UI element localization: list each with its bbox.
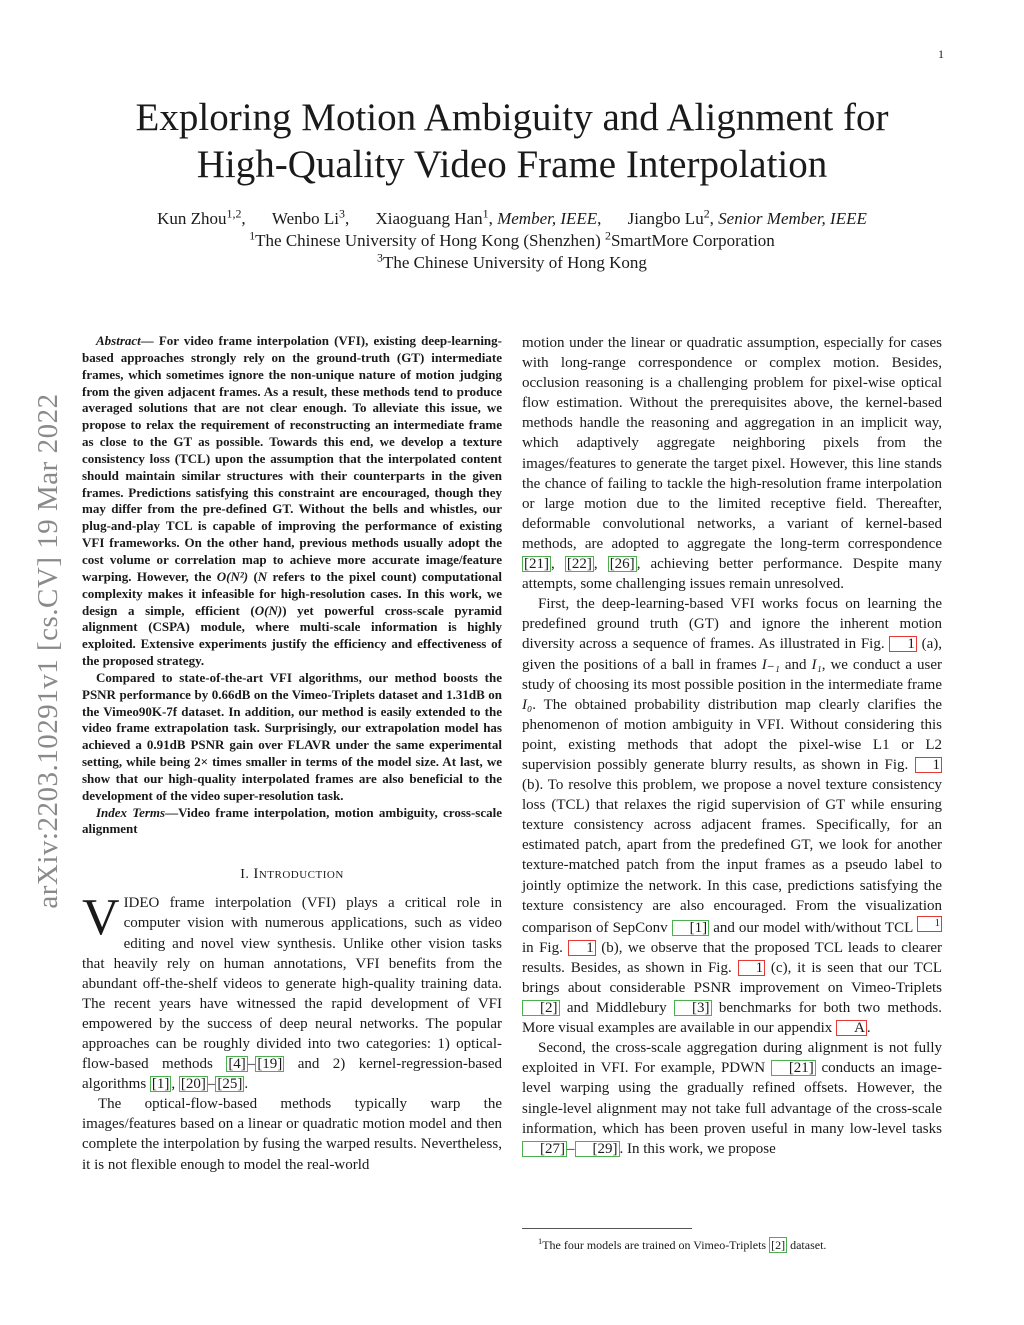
author-2: Wenbo Li$^3$, xyxy=(271,206,350,228)
title-line-1: Exploring Motion Ambiguity and Alignment for xyxy=(135,96,889,139)
drop-cap: V xyxy=(82,889,120,947)
left-column xyxy=(82,333,502,1175)
intro-paragraph-2: The optical-flow-based methods typically warp the images/features based on a linear or quadratic motion model and then complete the interpolation by fusing the warped results. Nevertheless, it is not flexible enough to model the real-world xyxy=(82,1096,502,1173)
section-heading-introduction: I. Introduction xyxy=(240,866,344,883)
figure-link[interactable]: 1 xyxy=(568,940,596,956)
introduction-body xyxy=(82,889,502,1174)
citation-link[interactable]: [29] xyxy=(575,1141,620,1157)
right-paragraph-first: First, the deep-learning-based VFI works focus on learning the predefined ground truth (GT) and ignore the inherent motion diversity across a sequence of frames. As illustrated in Fig. 1 (a), given the positions of a ball in frames I₋₁ and I₁, we conduct a user study of choosing its most possible position in the intermediate frame I₀. The obtained probability distribution map clearly clarifies the phenomenon of motion ambiguity in VFI. Without considering this point, existing methods that adopt the pixel-wise L1 or L2 supervision possibly generate blurry results, as shown in Fig. 1 (b). To resolve this problem, we propose a novel texture consistency loss (TCL) that relaxes the rigid supervision of GT while ensuring texture consistency across adjacent frames. Specifically, for an estimated patch, apart from the predefined GT, we look for another texture-matched patch from the input frames as a pseudo label to jointly optimize the network. In this case, predictions satisfying the texture consistency are also encouraged. From the visualization comparison of SepConv [1] and our model with/without TCL $^1$ in Fig. 1 (b), we observe that the proposed TCL leads to clearer results. Besides, as shown in Fig. 1 (c), it is seen that our TCL brings about considerable PSNR improvement on Vimeo-Triplets [2] and Middlebury [3] benchmarks for both two methods. More visual examples are available in our appendix A . xyxy=(522,596,943,1037)
author-block xyxy=(0,208,1024,274)
citation-link[interactable]: [2] xyxy=(522,1000,560,1016)
citation-link[interactable]: [25] xyxy=(217,1076,243,1093)
arxiv-identifier-stamp[interactable]: arXiv:2203.10291v1 [cs.CV] 19 Mar 2022 xyxy=(32,393,64,909)
right-column xyxy=(522,333,942,1159)
citation-link[interactable]: [22] xyxy=(566,556,592,573)
author-4: Jiangbo Lu$^2$, Senior Member, IEEE xyxy=(627,206,867,228)
citation-link[interactable]: [21] xyxy=(524,556,549,573)
citation-link[interactable]: [1] xyxy=(151,1076,170,1093)
citation-link[interactable]: [4] xyxy=(228,1056,246,1073)
citation-link[interactable]: [1] xyxy=(672,920,710,936)
citation-link[interactable]: [21] xyxy=(771,1060,816,1076)
affiliation-line-2: $^3$The Chinese University of Hong Kong xyxy=(377,250,647,272)
citation-link[interactable]: [27] xyxy=(522,1141,567,1157)
author-3: Xiaoguang Han$^1$, Member, IEEE, xyxy=(375,206,602,228)
citation-link[interactable]: [19] xyxy=(257,1056,283,1073)
abstract-paragraph-2: Compared to state-of-the-art VFI algorithms, our method boosts the PSNR performance by 0.66dB on the Vimeo-Triplets dataset and 1.31dB on the Vimeo90K-7f dataset. In addition, our method is easily extended to the video frame extrapolation task. Surprisingly, our extrapolation model has achieved a 0.91dB PSNR gain over FLAVR under the same experimental setting, while being 2× times smaller in terms of the model size. At last, we show that our high-quality interpolated frames are also beneficial to the development of the video super-resolution task. xyxy=(82,669,502,803)
footnote-divider xyxy=(522,1228,692,1229)
appendix-link[interactable]: A xyxy=(836,1020,867,1036)
index-terms: Index Terms—Video frame interpolation, motion ambiguity, cross-scale alignment xyxy=(82,804,503,837)
intro-paragraph-1: VIDEO frame interpolation (VFI) plays a critical role in computer vision with numerous applications, such as video editing and novel view synthesis. Unlike other vision tasks that heavily rely on human annotations, VFI benefits from the abundant off-the-shelf videos to generate high-quality training data. The recent years have witnessed the rapid development of VFI empowered by the success of deep neural networks. The popular approaches can be roughly divided into two categories: 1) optical-flow-based methods [4] – [19] and 2) kernel-regression-based algorithms [1] , [20] – [25] . xyxy=(82,889,502,1093)
page-number: 1 xyxy=(938,47,944,61)
author-list xyxy=(0,208,1024,230)
affiliation-line-1: $^1$The Chinese University of Hong Kong (Shenzhen) $^2$SmartMore Corporation xyxy=(249,228,775,250)
abstract xyxy=(82,333,502,838)
footnote-link[interactable]: 1 xyxy=(917,916,942,932)
citation-link[interactable]: [26] xyxy=(609,556,635,573)
author-1: Kun Zhou$^{1,2}$, xyxy=(157,206,246,228)
right-paragraph-continued: motion under the linear or quadratic assumption, especially for cases with long-range correspondence or complex motion. Besides, occlusion reasoning is a challenging problem for pixel-wise optical flow estimation. Without the prerequisites above, the kernel-based methods handle the reasoning and aggregation in an implicit way, which adaptively aggregate neighboring pixels from the images/features to generate the target pixel. However, this line stands the chance of failing to tackle the high-resolution frame interpolation or large motion due to the limited receptive field. Thereafter, deformable convolutional networks, a variant of kernel-based methods, are adopted to aggregate the long-term correspondence [21] , [22] , [26] , achieving better performance. Despite many attempts, some challenging issues remain unresolved. xyxy=(522,335,943,593)
figure-link[interactable]: 1 xyxy=(915,757,943,773)
citation-link[interactable]: [3] xyxy=(674,1000,712,1016)
abstract-paragraph-1: Abstract— For video frame interpolation (VFI), existing deep-learning-based approaches strongly rely on the ground-truth (GT) intermediate frames, which sometimes ignore the non-unique nature of motion judging from the given adjacent frames. As a result, these methods tend to produce averaged solutions that are not clear enough. To alleviate this issue, we propose to relax the requirement of reconstructing an intermediate frame as close to the GT as possible. Towards this end, we develop a texture consistency loss (TCL) upon the assumption that the interpolated content should maintain similar structures with their counterparts in the given frames. Predictions satisfying this constraint are encouraged, though they may differ from the pre-defined GT. Without the bells and whistles, our plug-and-play TCL is capable of improving the performance of existing VFI frameworks. On the other hand, previous methods usually adopt the cost volume or correlation map to achieve more accurate image/feature warping. However, the O(N²) (N refers to the pixel count) computational complexity makes it infeasible for high-resolution cases. In this work, we design a simple, efficient (O(N)) yet powerful cross-scale pyramid alignment (CSPA) module, where multi-scale information is highly exploited. Extensive experiments justify the efficiency and effectiveness of the proposed strategy. xyxy=(82,333,502,669)
title-line-2: High-Quality Video Frame Interpolation xyxy=(196,143,828,186)
citation-link[interactable]: [20] xyxy=(180,1076,206,1093)
footnote: $^1$The four models are trained on Vimeo-Triplets [2] dataset. xyxy=(538,1237,827,1252)
citation-link[interactable]: [2] xyxy=(771,1238,786,1252)
figure-link[interactable]: 1 xyxy=(738,960,766,976)
paper-title xyxy=(0,94,1024,188)
figure-link[interactable]: 1 xyxy=(889,636,917,652)
right-paragraph-second: Second, the cross-scale aggregation during alignment is not fully exploited in VFI. For example, PDWN [21] conducts an image-level warping using the gradually refined offsets. However, the single-level alignment may not take full advantage of the cross-scale information, which has been proven useful in many low-level tasks [27] – [29] . In this work, we propose xyxy=(522,1040,942,1157)
